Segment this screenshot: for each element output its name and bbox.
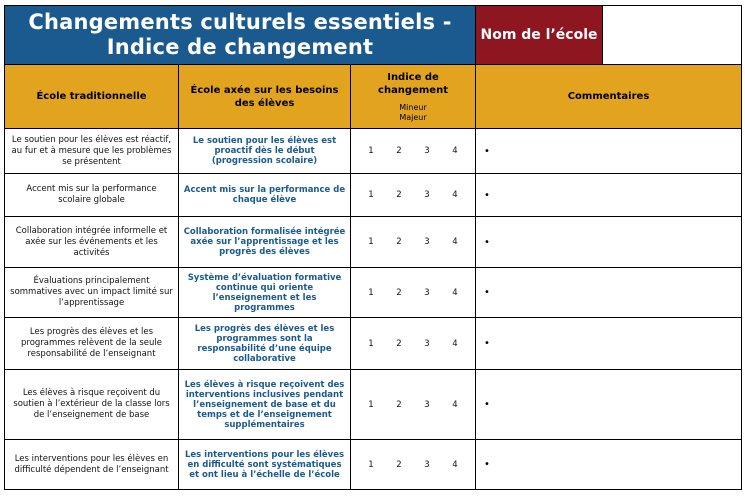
bullet-icon: • [484,236,490,248]
header-comments: Commentaires [476,65,742,129]
scale-option-3[interactable]: 3 [424,399,430,410]
traditional-cell: Collaboration intégrée informelle et axée sur les événements et les activités [5,217,179,268]
traditional-cell: Le soutien pour les élèves est réactif, au fur et à mesure que les problèmes se présentent [5,129,179,174]
scale-option-1[interactable]: 1 [368,146,374,156]
bullet-icon: • [484,399,490,410]
change-index-scale [351,370,476,440]
scale-option-4[interactable]: 4 [452,338,458,349]
change-index-scale [351,318,476,370]
scale-option-1[interactable]: 1 [368,399,374,410]
scale-option-4[interactable]: 4 [452,146,458,156]
needs-cell: Le soutien pour les élèves est proactif dès le début (progression scolaire) [179,129,351,174]
traditional-cell: Les élèves à risque reçoivent du soutien à l’extérieur de la classe lors de l’enseignement de base [5,370,179,440]
comment-cell[interactable] [476,440,742,490]
culture-change-table [4,5,742,490]
traditional-cell: Accent mis sur la performance scolaire globale [5,174,179,217]
page-title [5,6,476,65]
scale-option-3[interactable]: 3 [424,146,430,156]
scale-option-1[interactable]: 1 [368,459,374,470]
needs-cell: Système d’évaluation formative continue qui oriente l’enseignement et les programmes [179,268,351,318]
scale-option-1[interactable]: 1 [368,338,374,349]
change-index-scale [351,217,476,268]
needs-cell: Les progrès des élèves et les programmes sont la responsabilité d’une équipe collaborative [179,318,351,370]
table-row [5,217,742,268]
school-name-field[interactable] [603,6,742,65]
scale-option-1[interactable]: 1 [368,190,374,200]
scale-option-4[interactable]: 4 [452,399,458,410]
needs-cell: Les interventions pour les élèves en difficulté sont systématiques et ont lieu à l’échelle de l’école [179,440,351,490]
title-line-2: Indice de changement [106,35,374,59]
scale-option-4[interactable]: 4 [452,237,458,247]
scale-option-2[interactable]: 2 [396,146,402,156]
scale-option-2[interactable]: 2 [396,287,402,298]
scale-option-3[interactable]: 3 [424,237,430,247]
traditional-cell: Les interventions pour les élèves en difficulté dépendent de l’enseignant [5,440,179,490]
bullet-icon: • [484,459,490,470]
change-index-scale [351,440,476,490]
traditional-cell: Les progrès des élèves et les programmes relèvent de la seule responsabilité de l’enseignant [5,318,179,370]
bullet-icon: • [484,189,490,201]
scale-option-2[interactable]: 2 [396,338,402,349]
change-index-scale [351,268,476,318]
scale-option-2[interactable]: 2 [396,399,402,410]
school-name-label: Nom de l’école [476,6,603,65]
table-row [5,318,742,370]
change-index-scale [351,174,476,217]
scale-max-label: Majeur [399,112,427,122]
bullet-icon: • [484,287,490,298]
scale-option-3[interactable]: 3 [424,338,430,349]
header-traditional: École traditionnelle [5,65,179,129]
scale-option-2[interactable]: 2 [396,237,402,247]
table-row [5,268,742,318]
scale-option-4[interactable]: 4 [452,459,458,470]
comment-cell[interactable] [476,268,742,318]
traditional-cell: Évaluations principalement sommatives avec un impact limité sur l’apprentissage [5,268,179,318]
bullet-icon: • [484,338,490,349]
needs-cell: Collaboration formalisée intégrée axée sur l’apprentissage et les progrès des élèves [179,217,351,268]
scale-option-4[interactable]: 4 [452,190,458,200]
comment-cell[interactable] [476,217,742,268]
title-line-1: Changements culturels essentiels - [28,10,452,34]
scale-option-3[interactable]: 3 [424,459,430,470]
scale-min-label: Mineur [399,102,427,112]
scale-option-3[interactable]: 3 [424,190,430,200]
change-index-scale [351,129,476,174]
scale-option-2[interactable]: 2 [396,459,402,470]
scale-option-3[interactable]: 3 [424,287,430,298]
bullet-icon: • [484,145,490,157]
table-row [5,370,742,440]
scale-option-1[interactable]: 1 [368,237,374,247]
table-row [5,440,742,490]
header-index-label: Indice de changement [378,71,448,96]
header-needs: École axée sur les besoins des élèves [179,65,351,129]
table-row [5,174,742,217]
needs-cell: Accent mis sur la performance de chaque élève [179,174,351,217]
comment-cell[interactable] [476,370,742,440]
comment-cell[interactable] [476,174,742,217]
comment-cell[interactable] [476,129,742,174]
needs-cell: Les élèves à risque reçoivent des interventions inclusives pendant l’enseignement de base et du temps et de l’enseignement supplémentaires [179,370,351,440]
header-index [351,65,476,129]
scale-option-2[interactable]: 2 [396,190,402,200]
scale-option-4[interactable]: 4 [452,287,458,298]
table-row [5,129,742,174]
comment-cell[interactable] [476,318,742,370]
scale-option-1[interactable]: 1 [368,287,374,298]
